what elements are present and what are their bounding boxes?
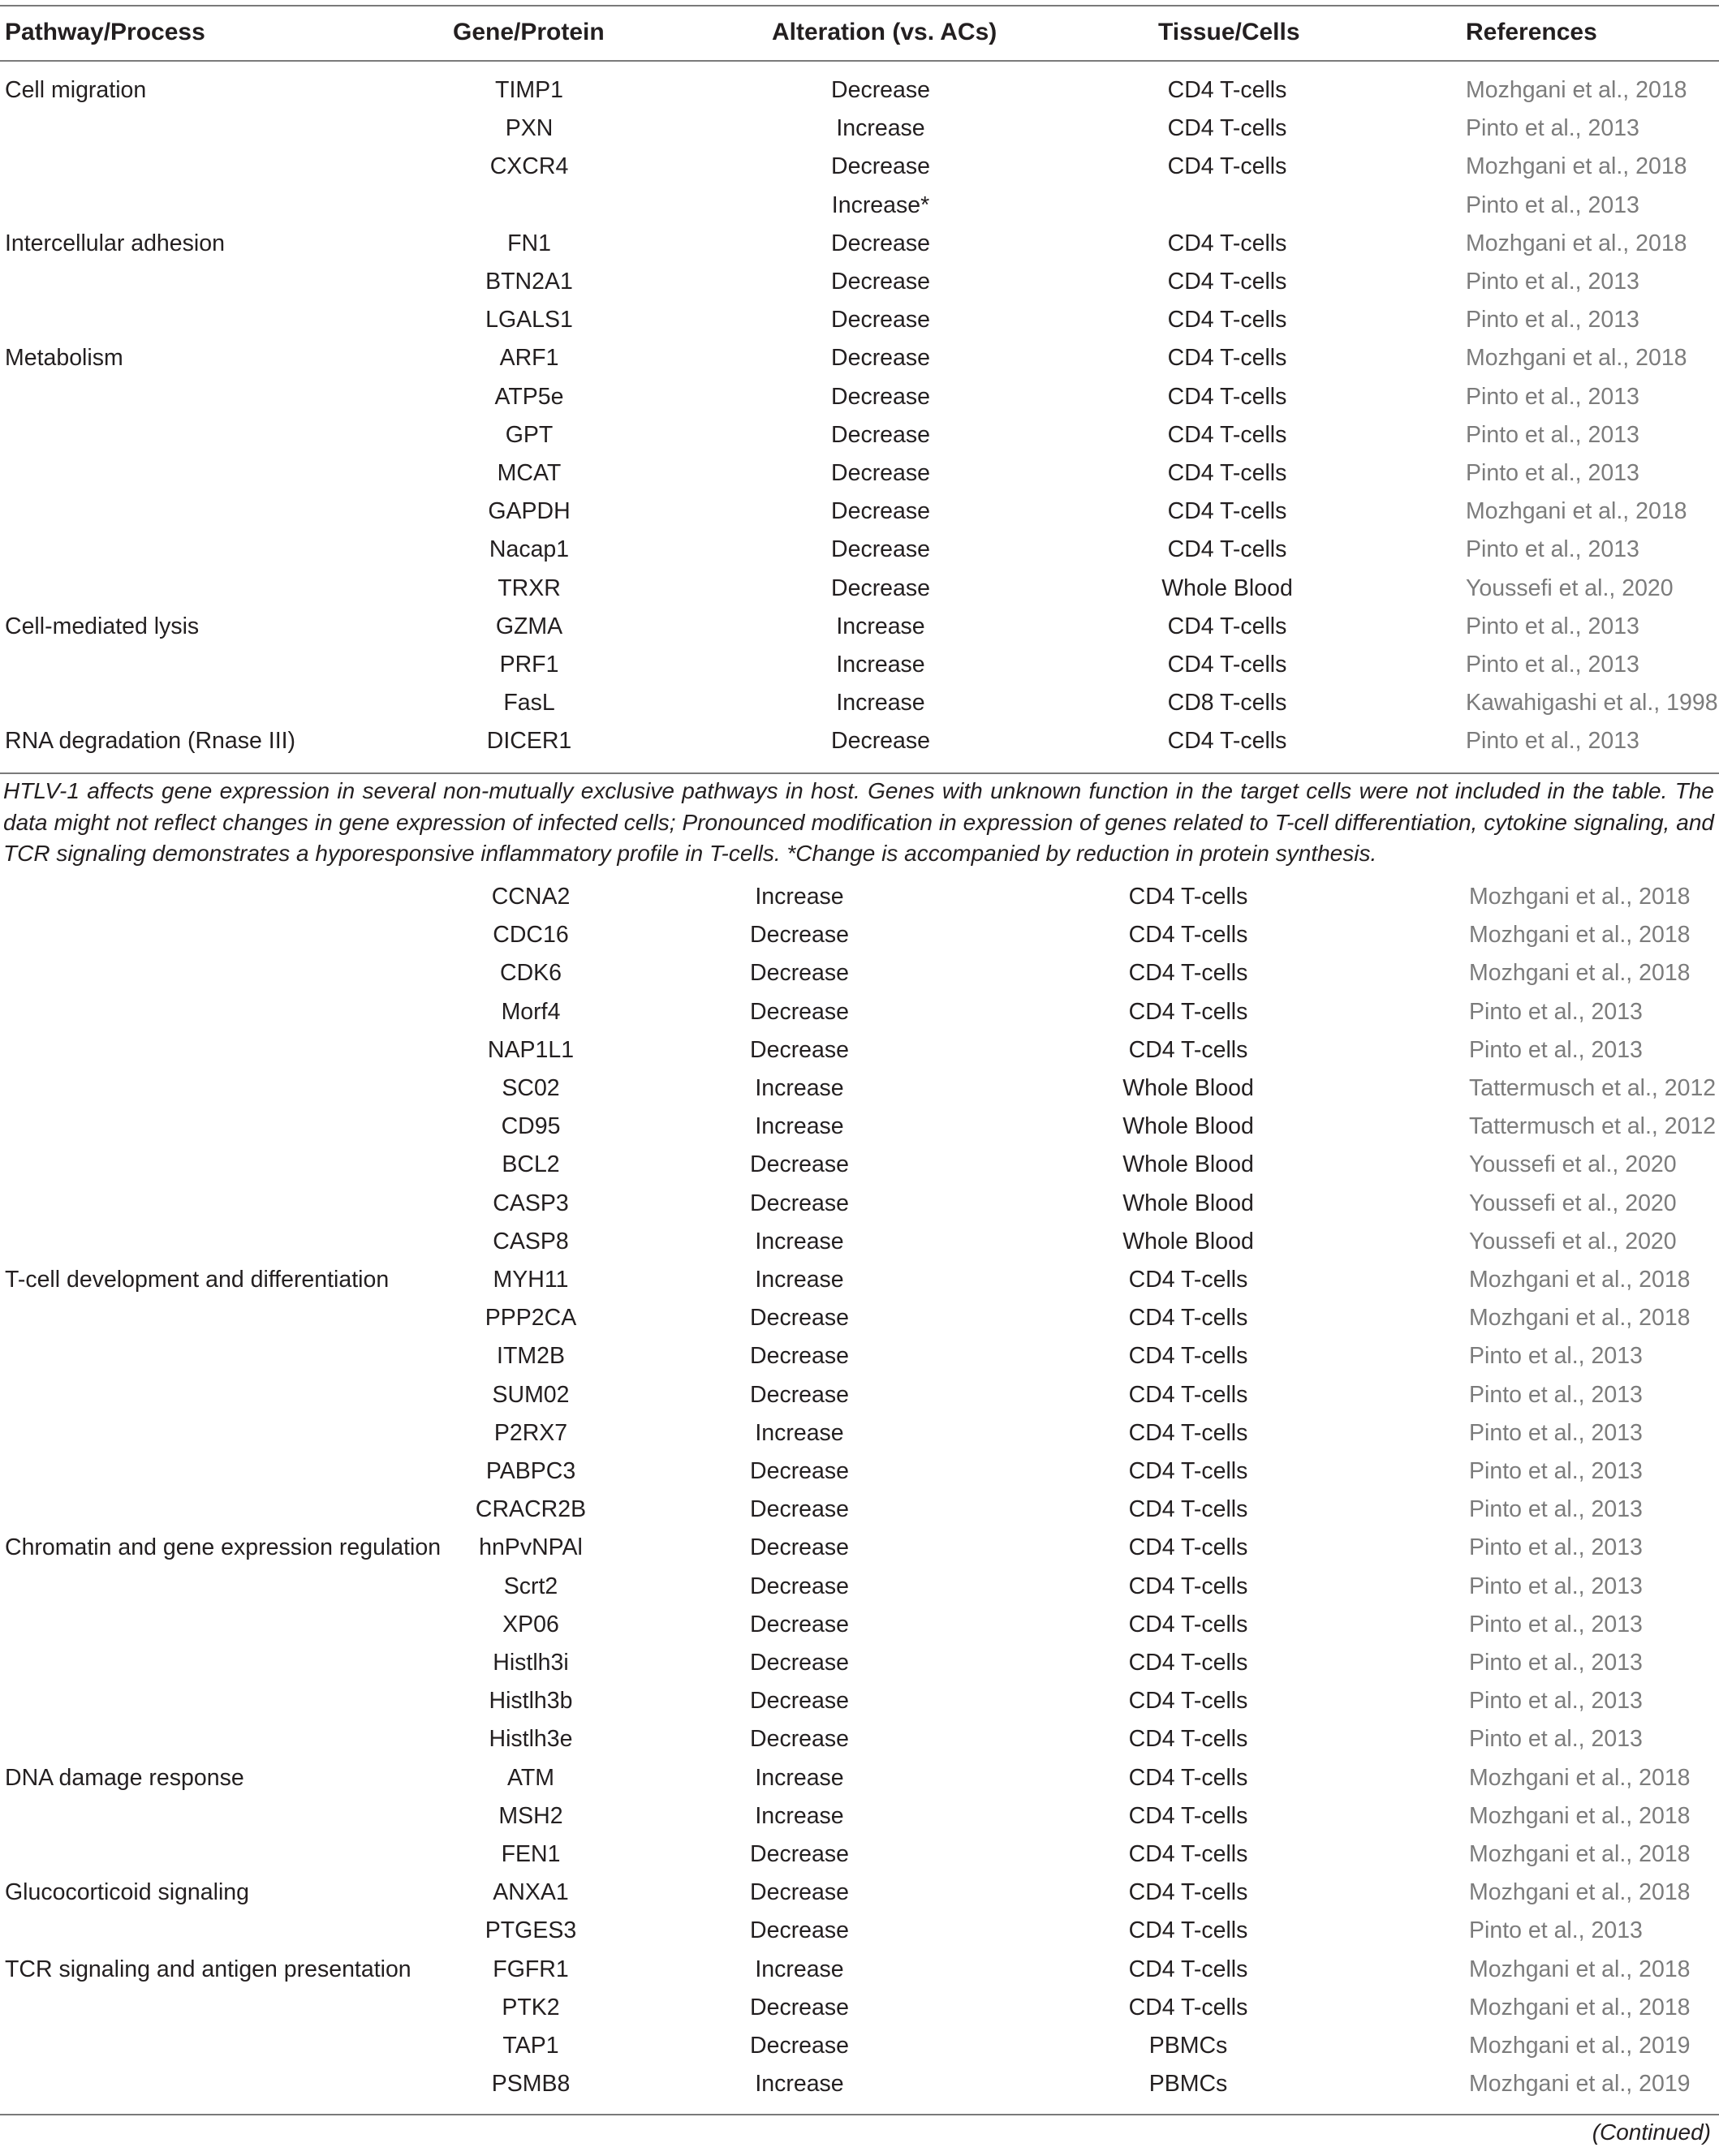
table-row (0, 1720, 1719, 1758)
tissue-cell: CD4 T-cells (1128, 1956, 1248, 1982)
alteration-cell: Decrease (750, 1879, 849, 1906)
alteration-cell: Increase (755, 1113, 844, 1140)
table-row (0, 454, 1719, 493)
gene-cell: ANXA1 (493, 1879, 569, 1906)
pathway-cell: Glucocorticoid signaling (5, 1879, 249, 1906)
alteration-cell: Increase (836, 652, 925, 678)
tissue-cell: CD4 T-cells (1167, 307, 1287, 334)
table-row (0, 493, 1719, 531)
gene-cell: FasL (503, 690, 555, 717)
gene-cell: CASP3 (493, 1190, 569, 1216)
alteration-cell: Increase (755, 1228, 844, 1254)
gene-cell: Histlh3b (489, 1688, 573, 1715)
gene-cell: PRF1 (499, 652, 559, 678)
table-row (0, 1835, 1719, 1874)
table-row (0, 531, 1719, 569)
header-alteration: Alteration (vs. ACs) (772, 19, 997, 45)
tissue-cell: Whole Blood (1122, 1113, 1254, 1140)
gene-cell: XP06 (502, 1611, 559, 1637)
reference-cell: Mozhgani et al., 2018 (1469, 922, 1691, 949)
tissue-cell: CD4 T-cells (1167, 613, 1287, 639)
gene-cell: GZMA (495, 613, 563, 639)
table-row (0, 187, 1719, 225)
table-row (0, 1759, 1719, 1797)
reference-cell: Youssefi et al., 2020 (1469, 1151, 1677, 1178)
table-row (0, 1452, 1719, 1491)
table-row (0, 722, 1719, 760)
reference-cell: Pinto et al., 2013 (1466, 613, 1639, 639)
gene-cell: BTN2A1 (485, 269, 573, 295)
alteration-cell: Decrease (750, 922, 849, 949)
gene-cell: GPT (505, 421, 554, 448)
table-row (0, 608, 1719, 646)
tissue-cell: Whole Blood (1122, 1075, 1254, 1101)
tissue-cell: Whole Blood (1161, 575, 1293, 601)
gene-cell: Morf4 (501, 998, 561, 1025)
table-row (0, 684, 1719, 722)
alteration-cell: Decrease (831, 383, 930, 410)
table-row (0, 1606, 1719, 1644)
table-row (0, 1108, 1719, 1146)
alteration-cell: Decrease (831, 498, 930, 525)
tissue-cell: CD4 T-cells (1128, 1343, 1248, 1370)
alteration-cell: Decrease (750, 1573, 849, 1599)
reference-cell: Mozhgani et al., 2018 (1466, 345, 1687, 372)
table-part-1-bottom-rule (0, 772, 1719, 774)
tissue-cell: CD4 T-cells (1128, 1573, 1248, 1599)
alteration-cell: Decrease (750, 1496, 849, 1523)
table-row (0, 1337, 1719, 1375)
alteration-cell: Decrease (831, 728, 930, 755)
table-row (0, 1797, 1719, 1835)
table-row (0, 1568, 1719, 1606)
table-row (0, 110, 1719, 148)
reference-cell: Youssefi et al., 2020 (1466, 575, 1674, 601)
alteration-cell: Increase (755, 1802, 844, 1829)
table-row (0, 1261, 1719, 1299)
gene-cell: FGFR1 (493, 1956, 569, 1982)
gene-cell: GAPDH (488, 498, 571, 525)
reference-cell: Tattermusch et al., 2012 (1469, 1075, 1717, 1101)
alteration-cell: Decrease (831, 230, 930, 256)
tissue-cell: CD4 T-cells (1167, 230, 1287, 256)
alteration-cell: Decrease (831, 307, 930, 334)
tissue-cell: PBMCs (1148, 2071, 1228, 2098)
tissue-cell: CD4 T-cells (1128, 1611, 1248, 1637)
header-rule (0, 60, 1719, 62)
table-row (0, 1376, 1719, 1414)
reference-cell: Pinto et al., 2013 (1466, 269, 1639, 295)
reference-cell: Mozhgani et al., 2018 (1469, 1956, 1691, 1982)
table-row (0, 1874, 1719, 1912)
alteration-cell: Decrease (831, 421, 930, 448)
gene-cell: PABPC3 (485, 1458, 576, 1484)
gene-cell: PXN (505, 115, 554, 142)
alteration-cell: Increase (755, 1764, 844, 1791)
tissue-cell: CD4 T-cells (1128, 1458, 1248, 1484)
reference-cell: Mozhgani et al., 2018 (1469, 1267, 1691, 1293)
table-row (0, 301, 1719, 339)
table-row (0, 878, 1719, 916)
table-row (0, 416, 1719, 454)
tissue-cell: CD4 T-cells (1128, 1764, 1248, 1791)
tissue-cell: CD4 T-cells (1128, 922, 1248, 949)
reference-cell: Mozhgani et al., 2018 (1469, 1764, 1691, 1791)
table-row (0, 148, 1719, 186)
header-tissue: Tissue/Cells (1158, 19, 1300, 45)
gene-cell: FEN1 (501, 1841, 561, 1867)
alteration-cell: Decrease (750, 1036, 849, 1063)
gene-cell: ARF1 (499, 345, 559, 372)
alteration-cell: Decrease (750, 1650, 849, 1676)
reference-cell: Pinto et al., 2013 (1469, 1458, 1643, 1484)
tissue-cell: CD4 T-cells (1128, 1688, 1248, 1715)
reference-cell: Pinto et al., 2013 (1469, 1381, 1643, 1408)
tissue-cell: CD4 T-cells (1167, 652, 1287, 678)
reference-cell: Mozhgani et al., 2018 (1469, 1841, 1691, 1867)
tissue-cell: CD4 T-cells (1128, 1496, 1248, 1523)
reference-cell: Pinto et al., 2013 (1469, 1573, 1643, 1599)
gene-cell: Histlh3i (493, 1650, 569, 1676)
reference-cell: Mozhgani et al., 2019 (1469, 2033, 1691, 2059)
tissue-cell: CD4 T-cells (1167, 115, 1287, 142)
gene-cell: TAP1 (502, 2033, 559, 2059)
alteration-cell: Decrease (750, 1688, 849, 1715)
gene-cell: PTK2 (502, 1994, 560, 2020)
tissue-cell: CD4 T-cells (1128, 1802, 1248, 1829)
reference-cell: Mozhgani et al., 2018 (1469, 1305, 1691, 1332)
gene-cell: TIMP1 (495, 77, 563, 103)
pathway-cell: T-cell development and differentiation (5, 1267, 390, 1293)
alteration-cell: Decrease (750, 2033, 849, 2059)
pathway-cell: Intercellular adhesion (5, 230, 225, 256)
reference-cell: Pinto et al., 2013 (1469, 1343, 1643, 1370)
table-row (0, 954, 1719, 992)
table-row (0, 1491, 1719, 1529)
gene-cell: SUM02 (492, 1381, 570, 1408)
gene-cell: MYH11 (493, 1267, 569, 1293)
table-row (0, 1414, 1719, 1452)
gene-cell: hnPvNPAl (479, 1534, 583, 1561)
table-row (0, 916, 1719, 954)
tissue-cell: CD4 T-cells (1128, 960, 1248, 987)
table-row (0, 1299, 1719, 1337)
tissue-cell: CD4 T-cells (1167, 345, 1287, 372)
reference-cell: Pinto et al., 2013 (1466, 192, 1639, 218)
tissue-cell: CD4 T-cells (1128, 1879, 1248, 1906)
table-row (0, 339, 1719, 377)
tissue-cell: Whole Blood (1122, 1190, 1254, 1216)
alteration-cell: Decrease (831, 345, 930, 372)
alteration-cell: Decrease (831, 153, 930, 180)
gene-cell: P2RX7 (493, 1419, 568, 1446)
table-row (0, 1185, 1719, 1223)
gene-cell: Histlh3e (489, 1726, 573, 1753)
gene-cell: CRACR2B (475, 1496, 587, 1523)
reference-cell: Pinto et al., 2013 (1466, 652, 1639, 678)
alteration-cell: Increase (755, 1419, 844, 1446)
gene-cell: CDC16 (493, 922, 569, 949)
reference-cell: Pinto et al., 2013 (1466, 728, 1639, 755)
reference-cell: Tattermusch et al., 2012 (1469, 1113, 1717, 1140)
reference-cell: Pinto et al., 2013 (1469, 1726, 1643, 1753)
reference-cell: Pinto et al., 2013 (1469, 1650, 1643, 1676)
table-row (0, 1031, 1719, 1069)
table-footnote: HTLV-1 affects gene expression in several non-mutually exclusive pathways in host. Genes with unknown function in the target cells were not included in the table. The data might not reflect changes in gene expression of infected cells; Pronounced modification in expression of genes related to T-cell differentiation, cytokine signaling, and TCR signaling demonstrates a hyporesponsive inflammatory profile in T-cells. *Change is accompanied by reduction in protein synthesis. (3, 778, 1714, 866)
tissue-cell: CD8 T-cells (1167, 690, 1287, 717)
reference-cell: Kawahigashi et al., 1998 (1466, 690, 1718, 717)
alteration-cell: Increase (836, 613, 925, 639)
reference-cell: Youssefi et al., 2020 (1469, 1228, 1677, 1254)
table-row (0, 2027, 1719, 2065)
gene-cell: FN1 (507, 230, 551, 256)
pathway-cell: Cell-mediated lysis (5, 613, 200, 639)
table-row (0, 1682, 1719, 1720)
gene-cell: SC02 (502, 1075, 560, 1101)
alteration-cell: Decrease (750, 1305, 849, 1332)
reference-cell: Mozhgani et al., 2018 (1466, 77, 1687, 103)
tissue-cell: CD4 T-cells (1167, 77, 1287, 103)
reference-cell: Pinto et al., 2013 (1466, 460, 1639, 486)
reference-cell: Pinto et al., 2013 (1466, 421, 1639, 448)
gene-cell: CASP8 (493, 1228, 569, 1254)
tissue-cell: Whole Blood (1122, 1151, 1254, 1178)
gene-cell: ATP5e (494, 383, 564, 410)
tissue-cell: CD4 T-cells (1167, 536, 1287, 563)
reference-cell: Mozhgani et al., 2018 (1469, 1994, 1691, 2020)
alteration-cell: Decrease (831, 460, 930, 486)
tissue-cell: PBMCs (1148, 2033, 1228, 2059)
tissue-cell: CD4 T-cells (1128, 1917, 1248, 1944)
alteration-cell: Decrease (750, 1343, 849, 1370)
alteration-cell: Increase* (831, 192, 930, 218)
alteration-cell: Decrease (750, 1381, 849, 1408)
continued-label: (Continued) (1592, 2119, 1711, 2145)
table-row (0, 993, 1719, 1031)
alteration-cell: Decrease (750, 1917, 849, 1944)
table-row (0, 1069, 1719, 1108)
alteration-cell: Decrease (750, 1994, 849, 2020)
table-row (0, 378, 1719, 416)
reference-cell: Mozhgani et al., 2018 (1469, 960, 1691, 987)
reference-cell: Pinto et al., 2013 (1469, 1917, 1643, 1944)
tissue-cell: CD4 T-cells (1167, 728, 1287, 755)
gene-cell: CDK6 (499, 960, 562, 987)
gene-cell: Nacap1 (489, 536, 570, 563)
tissue-cell: Whole Blood (1122, 1228, 1254, 1254)
gene-cell: BCL2 (502, 1151, 560, 1178)
reference-cell: Pinto et al., 2013 (1466, 115, 1639, 142)
tissue-cell: CD4 T-cells (1128, 1650, 1248, 1676)
header-references: References (1466, 19, 1597, 45)
bottom-rule (0, 2114, 1719, 2115)
gene-cell: PTGES3 (485, 1917, 577, 1944)
table-row (0, 1989, 1719, 2027)
tissue-cell: CD4 T-cells (1128, 1036, 1248, 1063)
reference-cell: Mozhgani et al., 2018 (1466, 153, 1687, 180)
tissue-cell: CD4 T-cells (1128, 1841, 1248, 1867)
tissue-cell: CD4 T-cells (1167, 460, 1287, 486)
alteration-cell: Increase (836, 690, 925, 717)
header-gene: Gene/Protein (453, 19, 605, 45)
tissue-cell: CD4 T-cells (1167, 421, 1287, 448)
gene-cell: DICER1 (486, 728, 572, 755)
alteration-cell: Decrease (750, 1841, 849, 1867)
table-row (0, 646, 1719, 684)
table-row (0, 1951, 1719, 1989)
gene-cell: MCAT (497, 460, 562, 486)
alteration-cell: Increase (836, 115, 925, 142)
alteration-cell: Decrease (831, 536, 930, 563)
alteration-cell: Decrease (831, 77, 930, 103)
tissue-cell: CD4 T-cells (1128, 884, 1248, 910)
table-row (0, 263, 1719, 301)
table-row (0, 1529, 1719, 1567)
gene-cell: CCNA2 (491, 884, 571, 910)
alteration-cell: Increase (755, 2071, 844, 2098)
table-row (0, 1223, 1719, 1261)
table-row (0, 1644, 1719, 1682)
alteration-cell: Decrease (750, 1726, 849, 1753)
tissue-cell: CD4 T-cells (1167, 383, 1287, 410)
gene-cell: CD95 (501, 1113, 561, 1140)
pathway-cell: DNA damage response (5, 1764, 244, 1791)
alteration-cell: Decrease (750, 1534, 849, 1561)
alteration-cell: Decrease (750, 1611, 849, 1637)
gene-cell: ATM (506, 1764, 555, 1791)
alteration-cell: Decrease (750, 1190, 849, 1216)
pathway-cell: Metabolism (5, 345, 123, 372)
tissue-cell: CD4 T-cells (1128, 1726, 1248, 1753)
alteration-cell: Increase (755, 1956, 844, 1982)
gene-cell: MSH2 (498, 1802, 563, 1829)
tissue-cell: CD4 T-cells (1128, 1534, 1248, 1561)
reference-cell: Mozhgani et al., 2018 (1469, 884, 1691, 910)
gene-cell: CXCR4 (489, 153, 569, 180)
reference-cell: Mozhgani et al., 2018 (1469, 1879, 1691, 1906)
table-row (0, 1146, 1719, 1184)
alteration-cell: Decrease (831, 269, 930, 295)
pathway-cell: RNA degradation (Rnase III) (5, 728, 296, 755)
reference-cell: Pinto et al., 2013 (1469, 998, 1643, 1025)
table-row (0, 71, 1719, 110)
tissue-cell: CD4 T-cells (1128, 1419, 1248, 1446)
alteration-cell: Increase (755, 884, 844, 910)
reference-cell: Pinto et al., 2013 (1469, 1496, 1643, 1523)
reference-cell: Youssefi et al., 2020 (1469, 1190, 1677, 1216)
reference-cell: Pinto et al., 2013 (1469, 1419, 1643, 1446)
reference-cell: Mozhgani et al., 2018 (1469, 1802, 1691, 1829)
reference-cell: Mozhgani et al., 2018 (1466, 230, 1687, 256)
tissue-cell: CD4 T-cells (1128, 1267, 1248, 1293)
gene-cell: Scrt2 (503, 1573, 558, 1599)
alteration-cell: Increase (755, 1267, 844, 1293)
alteration-cell: Decrease (750, 1151, 849, 1178)
pathway-cell: Cell migration (5, 77, 147, 103)
tissue-cell: CD4 T-cells (1128, 1994, 1248, 2020)
pathway-cell: TCR signaling and antigen presentation (5, 1956, 411, 1982)
alteration-cell: Increase (755, 1075, 844, 1101)
alteration-cell: Decrease (750, 998, 849, 1025)
tissue-cell: CD4 T-cells (1128, 1381, 1248, 1408)
reference-cell: Pinto et al., 2013 (1466, 536, 1639, 563)
tissue-cell: CD4 T-cells (1128, 1305, 1248, 1332)
reference-cell: Pinto et al., 2013 (1466, 383, 1639, 410)
reference-cell: Pinto et al., 2013 (1469, 1036, 1643, 1063)
gene-cell: NAP1L1 (487, 1036, 575, 1063)
gene-cell: ITM2B (497, 1343, 565, 1370)
table-row (0, 225, 1719, 263)
header-pathway: Pathway/Process (5, 19, 205, 45)
alteration-cell: Decrease (831, 575, 930, 601)
reference-cell: Pinto et al., 2013 (1469, 1688, 1643, 1715)
top-rule (0, 5, 1719, 6)
tissue-cell: CD4 T-cells (1167, 498, 1287, 525)
gene-cell: PSMB8 (491, 2071, 571, 2098)
reference-cell: Mozhgani et al., 2018 (1466, 498, 1687, 525)
alteration-cell: Decrease (750, 960, 849, 987)
reference-cell: Pinto et al., 2013 (1469, 1611, 1643, 1637)
pathway-cell: Chromatin and gene expression regulation (5, 1534, 442, 1561)
reference-cell: Mozhgani et al., 2019 (1469, 2071, 1691, 2098)
gene-cell: LGALS1 (485, 307, 573, 334)
alteration-cell: Decrease (750, 1458, 849, 1484)
tissue-cell: CD4 T-cells (1167, 269, 1287, 295)
table-row (0, 570, 1719, 608)
gene-cell: PPP2CA (485, 1305, 577, 1332)
reference-cell: Pinto et al., 2013 (1466, 307, 1639, 334)
gene-cell: TRXR (498, 575, 561, 601)
table-row (0, 1912, 1719, 1950)
tissue-cell: CD4 T-cells (1128, 998, 1248, 1025)
tissue-cell: CD4 T-cells (1167, 153, 1287, 180)
reference-cell: Pinto et al., 2013 (1469, 1534, 1643, 1561)
table-row (0, 2065, 1719, 2103)
